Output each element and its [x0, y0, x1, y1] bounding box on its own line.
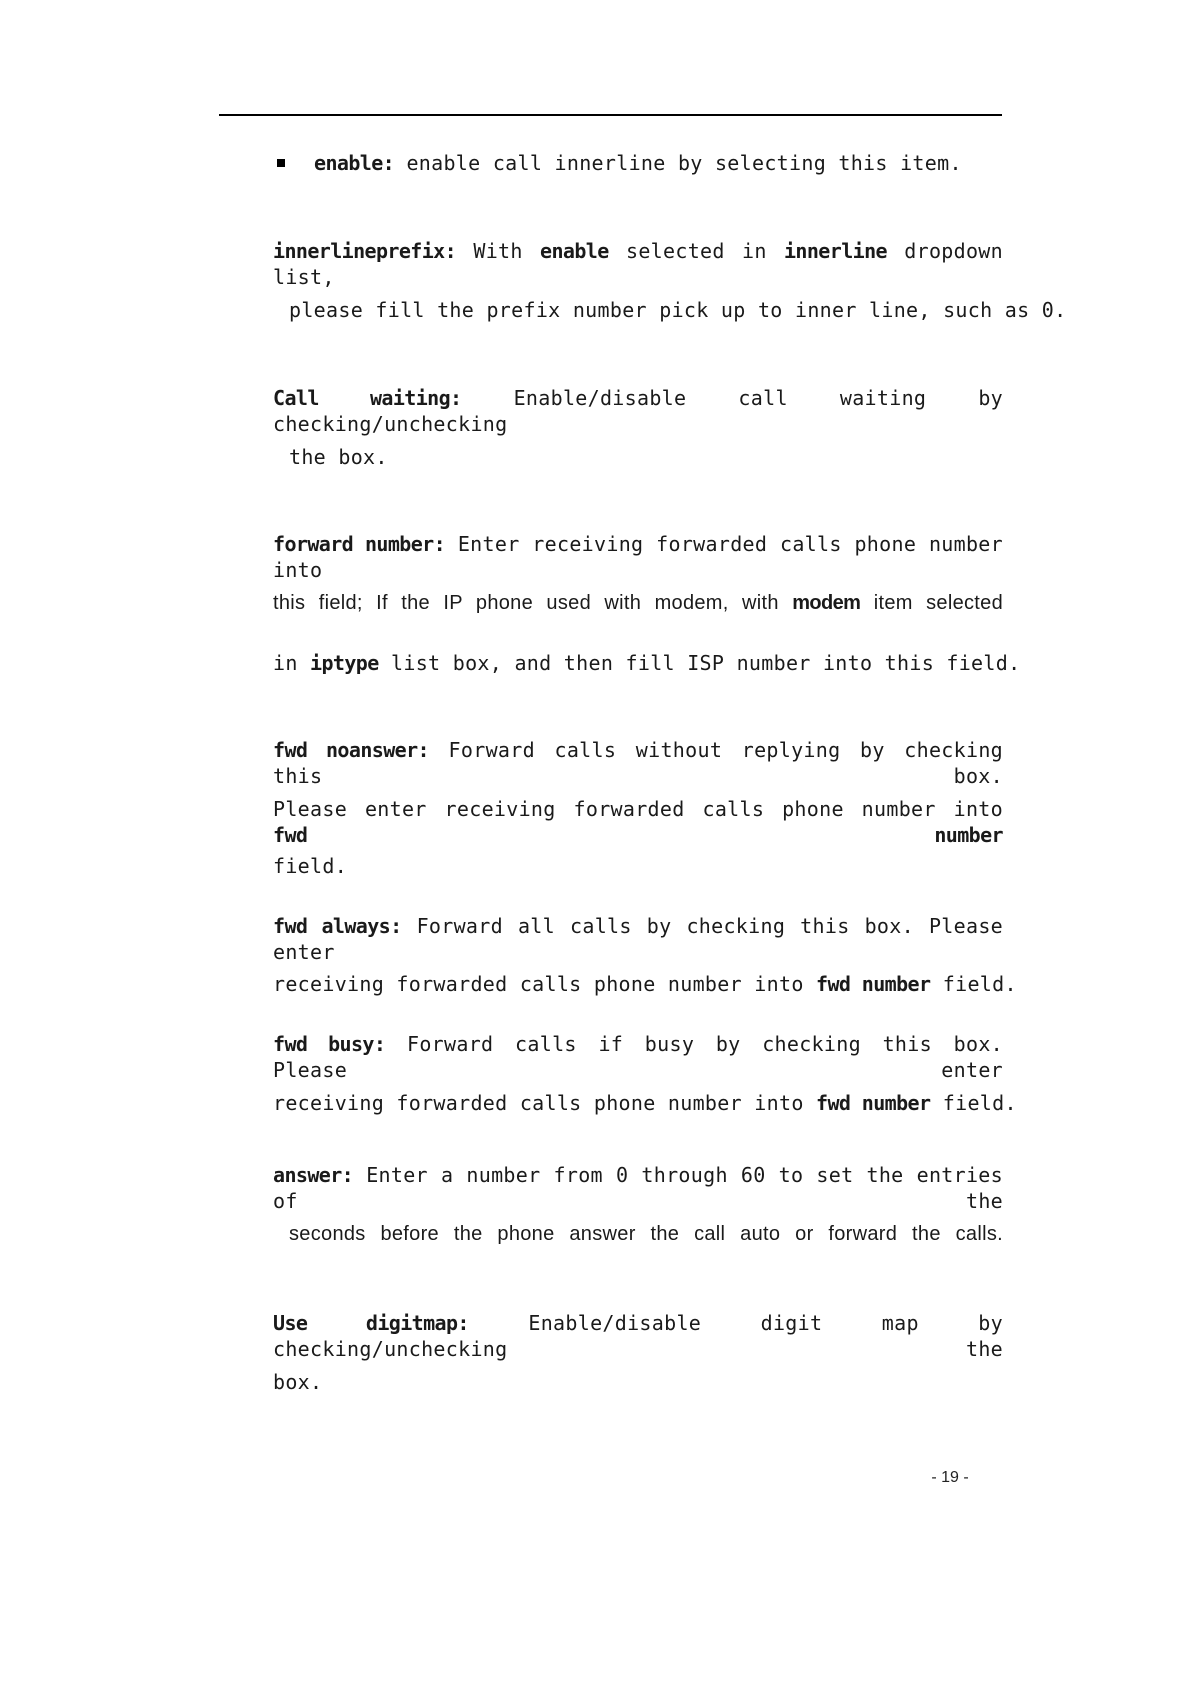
bullet-square-icon — [277, 159, 285, 167]
fwd-busy-line-2 — [273, 1090, 1017, 1116]
fwd-always-line-2 — [273, 971, 1017, 997]
use-digitmap-line-2: box. — [273, 1370, 323, 1394]
enable-description: enable call innerline by selecting this item. — [406, 151, 962, 175]
fwd-busy-line-1 — [273, 1031, 1003, 1083]
answer-line-2: seconds before the phone answer the call auto or forward the calls. — [289, 1223, 1003, 1245]
forward-number-line-3 — [273, 650, 1021, 676]
forward-number-bold-modem: modem — [792, 592, 861, 614]
forward-number-text-2: this field; If the IP phone used with modem, with — [273, 592, 779, 614]
bullet-item-enable — [314, 150, 962, 176]
forward-number-text-4: in — [273, 651, 298, 675]
term-use-digitmap: Use digitmap: — [273, 1311, 469, 1335]
fwd-always-text-1: Forward all calls by checking this box. Please enter — [273, 914, 1004, 964]
header-rule — [219, 114, 1002, 116]
innerlineprefix-line-1 — [273, 238, 1003, 290]
forward-number-text-1: Enter receiving forwarded calls phone number into — [273, 532, 1003, 582]
innerlineprefix-text-2: selected in — [625, 239, 767, 263]
innerlineprefix-text-3: dropdown list, — [273, 239, 1003, 289]
forward-number-bold-iptype: iptype — [310, 651, 379, 675]
term-forward-number: forward number: — [273, 532, 446, 556]
page-number: - 19 - — [931, 1469, 969, 1486]
fwd-always-line-1 — [273, 913, 1003, 965]
call-waiting-text: Enable/disable call waiting by checking/unchecking — [273, 386, 1004, 436]
fwd-busy-text-2: receiving forwarded calls phone number into — [273, 1091, 804, 1115]
term-fwd-noanswer: fwd noanswer: — [273, 738, 429, 762]
forward-number-text-3: item selected — [873, 592, 1003, 614]
term-call-waiting: Call waiting: — [273, 386, 462, 410]
forward-number-line-1 — [273, 531, 1003, 583]
call-waiting-line-1 — [273, 385, 1003, 437]
fwd-noanswer-bold-fwd-number: fwd number — [273, 823, 1003, 847]
innerlineprefix-text-1: With — [473, 239, 523, 263]
fwd-always-text-3: field. — [942, 972, 1017, 996]
use-digitmap-text: Enable/disable digit map by checking/unchecking the — [273, 1311, 1003, 1361]
fwd-busy-text-1: Forward calls if busy by checking this box. Please enter — [273, 1032, 1003, 1082]
term-innerlineprefix: innerlineprefix: — [273, 239, 457, 263]
term-enable: enable: — [314, 151, 395, 175]
fwd-busy-bold-fwd-number: fwd number — [816, 1091, 931, 1115]
forward-number-text-5: list box, and then fill ISP number into this field. — [391, 651, 1021, 675]
innerlineprefix-bold-enable: enable — [540, 239, 609, 263]
fwd-noanswer-line-2 — [273, 796, 1003, 848]
answer-text-1: Enter a number from 0 through 60 to set the entries of the — [273, 1163, 1003, 1213]
call-waiting-line-2: the box. — [289, 445, 388, 469]
fwd-noanswer-line-1 — [273, 737, 1003, 789]
use-digitmap-line-1 — [273, 1310, 1003, 1362]
term-fwd-always: fwd always: — [273, 914, 402, 938]
fwd-noanswer-text-2: Please enter receiving forwarded calls phone number into — [273, 797, 1003, 821]
fwd-noanswer-text-1: Forward calls without replying by checking this box. — [273, 738, 1004, 788]
answer-line-1 — [273, 1162, 1003, 1214]
fwd-busy-text-3: field. — [942, 1091, 1017, 1115]
forward-number-line-2 — [273, 590, 1003, 616]
innerlineprefix-line-2: please fill the prefix number pick up to inner line, such as 0. — [289, 298, 1067, 322]
fwd-always-bold-fwd-number: fwd number — [816, 972, 931, 996]
term-fwd-busy: fwd busy: — [273, 1032, 386, 1056]
fwd-noanswer-line-3: field. — [273, 854, 348, 878]
fwd-always-text-2: receiving forwarded calls phone number into — [273, 972, 804, 996]
term-answer: answer: — [273, 1163, 354, 1187]
innerlineprefix-bold-innerline: innerline — [783, 239, 887, 263]
